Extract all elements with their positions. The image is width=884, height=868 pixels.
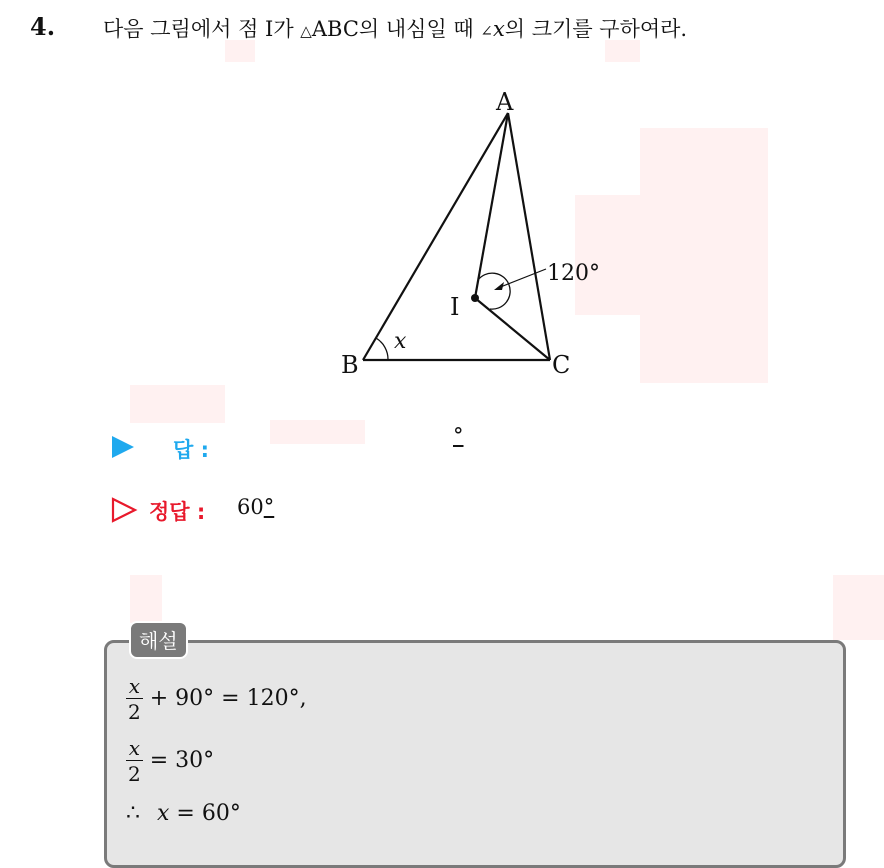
vertex-label-a: A bbox=[496, 88, 514, 116]
background-patch bbox=[130, 385, 225, 423]
question-number: 4. bbox=[30, 12, 56, 41]
vertex-label-b: B bbox=[341, 351, 359, 379]
fraction-denominator: 2 bbox=[128, 700, 141, 724]
fraction-denominator: 2 bbox=[128, 762, 141, 786]
variable-x: x bbox=[157, 801, 170, 826]
triangle-figure bbox=[330, 80, 630, 390]
background-patch bbox=[225, 40, 255, 62]
outline-triangle-icon bbox=[110, 496, 138, 524]
background-patch bbox=[640, 128, 768, 383]
background-patch bbox=[833, 575, 884, 640]
triangle-symbol: △ bbox=[300, 22, 312, 40]
question-text bbox=[103, 13, 687, 43]
segment-ic bbox=[475, 298, 550, 360]
angle-label-x: x bbox=[394, 329, 407, 354]
fraction-numerator: x bbox=[128, 674, 140, 698]
solution-box bbox=[104, 640, 846, 868]
angle-arc-b bbox=[376, 338, 388, 360]
correct-answer-unit: ° bbox=[263, 495, 275, 519]
equation-text: = 30° bbox=[149, 748, 215, 773]
angle-symbol: ∠ bbox=[480, 22, 493, 40]
background-patch bbox=[605, 40, 640, 62]
background-patch bbox=[130, 575, 162, 623]
point-i bbox=[471, 294, 479, 302]
solution-line-1 bbox=[126, 676, 307, 722]
correct-answer-label: 정답 : bbox=[149, 500, 206, 524]
question-text-middle: 의 내심일 때 bbox=[358, 17, 481, 41]
fraction-x-over-2 bbox=[126, 676, 143, 722]
solution-tag: 해설 bbox=[129, 621, 188, 659]
question-text-end: 의 크기를 구하여라. bbox=[504, 17, 688, 41]
therefore-symbol: ∴ bbox=[126, 801, 140, 826]
fraction-numerator: x bbox=[128, 736, 140, 760]
side-ca bbox=[508, 113, 550, 360]
question-text-start: 다음 그림에서 점 I가 bbox=[103, 17, 301, 41]
solution-line-2 bbox=[126, 738, 214, 784]
correct-answer-value bbox=[237, 495, 274, 519]
correct-answer-number: 60 bbox=[237, 495, 264, 519]
answer-field[interactable] bbox=[300, 434, 450, 460]
incenter-label-i: I bbox=[450, 293, 460, 321]
equation-text: + 90° = 120°, bbox=[149, 686, 307, 711]
angle-pointer-arrowhead bbox=[494, 282, 504, 290]
answer-label: 답 : bbox=[173, 438, 209, 462]
fraction-x-over-2 bbox=[126, 738, 143, 784]
triangle-name: ABC bbox=[311, 17, 359, 41]
vertex-label-c: C bbox=[552, 351, 571, 379]
equation-text: = 60° bbox=[176, 801, 241, 826]
angle-variable: x bbox=[492, 17, 505, 41]
angle-label-120: 120° bbox=[547, 261, 600, 286]
play-triangle-icon bbox=[110, 434, 136, 460]
answer-unit: ° bbox=[453, 424, 464, 448]
solution-line-3 bbox=[126, 801, 241, 826]
